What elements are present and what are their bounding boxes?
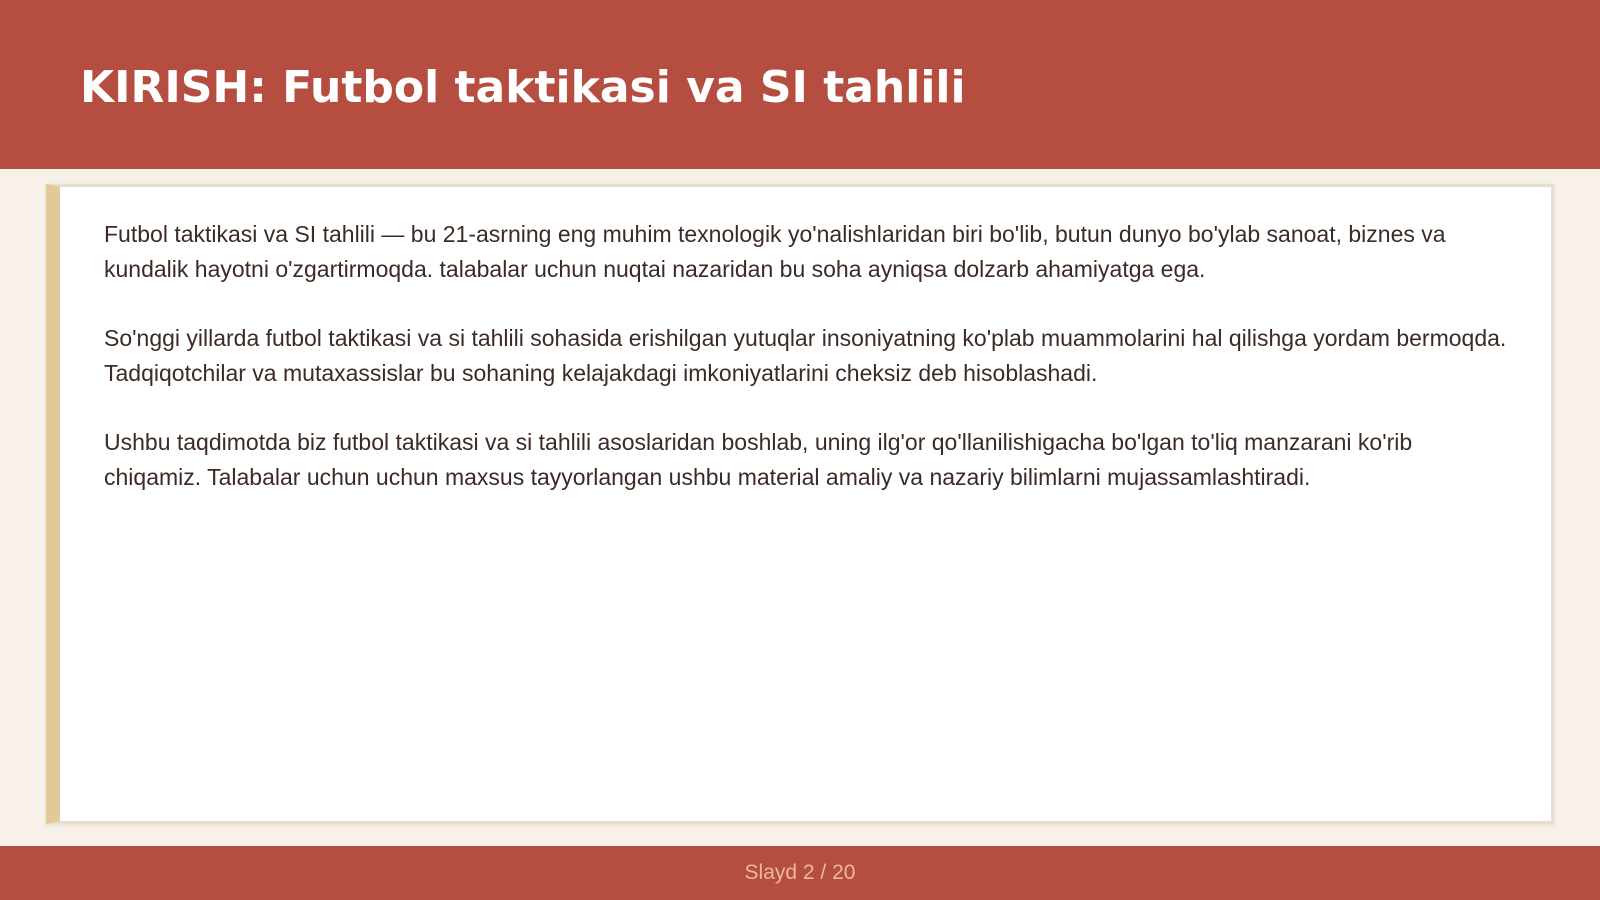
- body-text: [104, 217, 1514, 529]
- content-card: [46, 184, 1554, 824]
- slide-number: Slayd 2 / 20: [744, 861, 856, 884]
- slide-footer: [0, 846, 1600, 900]
- slide-header: [0, 0, 1600, 169]
- paragraph-3: Ushbu taqdimotda biz futbol taktikasi va si tahlili asoslaridan boshlab, uning ilg'or qo'llanilishigacha bo'lgan to'liq manzarani ko'rib chiqamiz. Talabalar uchun uchun maxsus tayyorlangan ushbu material amaliy va nazariy bilimlarni mujassamlashtiradi.: [104, 429, 1413, 490]
- slide-title: KIRISH: Futbol taktikasi va SI tahlili: [80, 62, 966, 113]
- paragraph-1: Futbol taktikasi va SI tahlili — bu 21-asrning eng muhim texnologik yo'nalishlaridan biri bo'lib, butun dunyo bo'ylab sanoat, biznes va kundalik hayotni o'zgartirmoqda. talabalar uchun nuqtai nazaridan bu soha ayniqsa dolzarb ahamiyatga ega.: [104, 221, 1446, 282]
- paragraph-2: So'nggi yillarda futbol taktikasi va si tahlili sohasida erishilgan yutuqlar insoniyatning ko'plab muammolarini hal qilishga yordam bermoqda. Tadqiqotchilar va mutaxassislar bu sohaning kelajakdagi imkoniyatlarini cheksiz deb hisoblashadi.: [104, 325, 1507, 386]
